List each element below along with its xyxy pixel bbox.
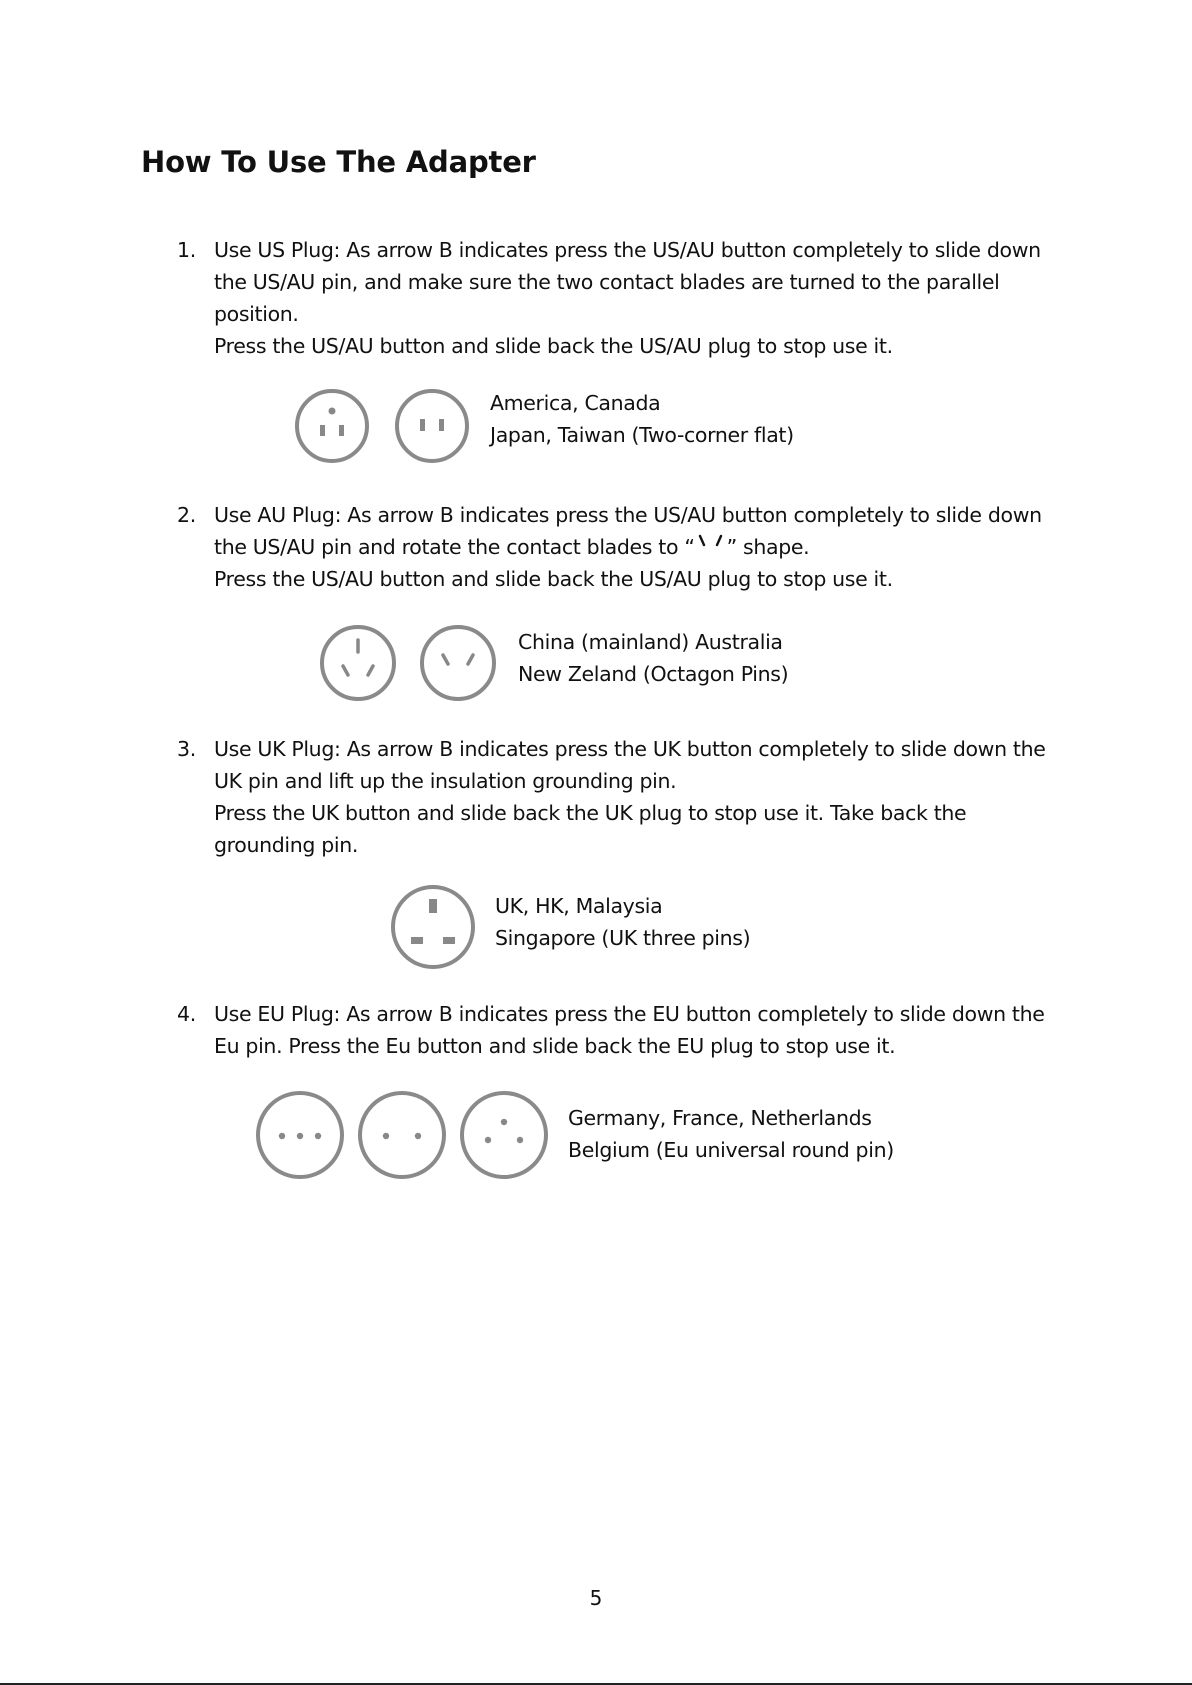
eu-two-pin-socket-icon — [360, 1093, 444, 1177]
step-3 — [177, 733, 1057, 861]
step-instruction: Use EU Plug: As arrow B indicates press the EU button completely to slide down the Eu pin. Press the Eu button and slide back the EU plug to stop use it. — [214, 1002, 1045, 1058]
uk-three-pin-socket-icon — [393, 887, 473, 967]
step-number: 3. — [177, 737, 196, 761]
page-number: 5 — [589, 1586, 603, 1610]
step-number: 1. — [177, 238, 196, 262]
us-two-pin-socket-icon — [397, 391, 467, 461]
country-line: Japan, Taiwan (Two-corner flat) — [490, 423, 794, 447]
step-instruction: Press the UK button and slide back the UK plug to stop use it. Take back the grounding pin. — [214, 801, 967, 857]
au-two-pin-socket-icon — [422, 627, 494, 699]
page-title: How To Use The Adapter — [141, 145, 536, 179]
country-line: Belgium (Eu universal round pin) — [568, 1138, 894, 1162]
country-line: Singapore (UK three pins) — [495, 926, 751, 950]
step-4-countries — [568, 1102, 894, 1166]
step-2-countries — [518, 626, 788, 690]
step-instruction: Press the US/AU button and slide back the US/AU plug to stop use it. — [214, 334, 893, 358]
step-2 — [177, 499, 1057, 595]
eu-socket-icons — [252, 1088, 554, 1186]
country-line: China (mainland) Australia — [518, 630, 783, 654]
eu-three-pin-socket-icon — [258, 1093, 342, 1177]
step-number: 2. — [177, 503, 196, 527]
step-instruction-text: ” shape. — [726, 535, 810, 559]
country-line: Germany, France, Netherlands — [568, 1106, 872, 1130]
au-socket-icons — [318, 622, 502, 708]
step-instruction: Use UK Plug: As arrow B indicates press the UK button completely to slide down the UK pin and lift up the insulation grounding pin. — [214, 737, 1046, 793]
step-instruction: Use US Plug: As arrow B indicates press the US/AU button completely to slide down the US/AU pin, and make sure the two contact blades are turned to the parallel position. — [214, 238, 1041, 326]
step-3-countries — [495, 890, 750, 954]
au-three-pin-socket-icon — [322, 627, 394, 699]
us-socket-icons — [294, 384, 474, 470]
step-1-countries — [490, 387, 794, 451]
eu-grounded-socket-icon — [462, 1093, 546, 1177]
country-line: New Zeland (Octagon Pins) — [518, 662, 789, 686]
step-instruction: Press the US/AU button and slide back the US/AU plug to stop use it. — [214, 567, 893, 591]
uk-socket-icons — [388, 882, 478, 976]
angled-blades-icon — [697, 534, 725, 548]
step-4 — [177, 998, 1057, 1062]
step-instruction — [214, 499, 1057, 563]
country-line: UK, HK, Malaysia — [495, 894, 663, 918]
country-line: America, Canada — [490, 391, 661, 415]
step-instruction-text: Use AU Plug: As arrow B indicates press the US/AU button completely to slide down the US/AU pin and rotate the contact blades to “ — [214, 503, 1042, 559]
step-number: 4. — [177, 1002, 196, 1026]
step-1 — [177, 234, 1057, 362]
us-three-pin-socket-icon — [297, 391, 367, 461]
